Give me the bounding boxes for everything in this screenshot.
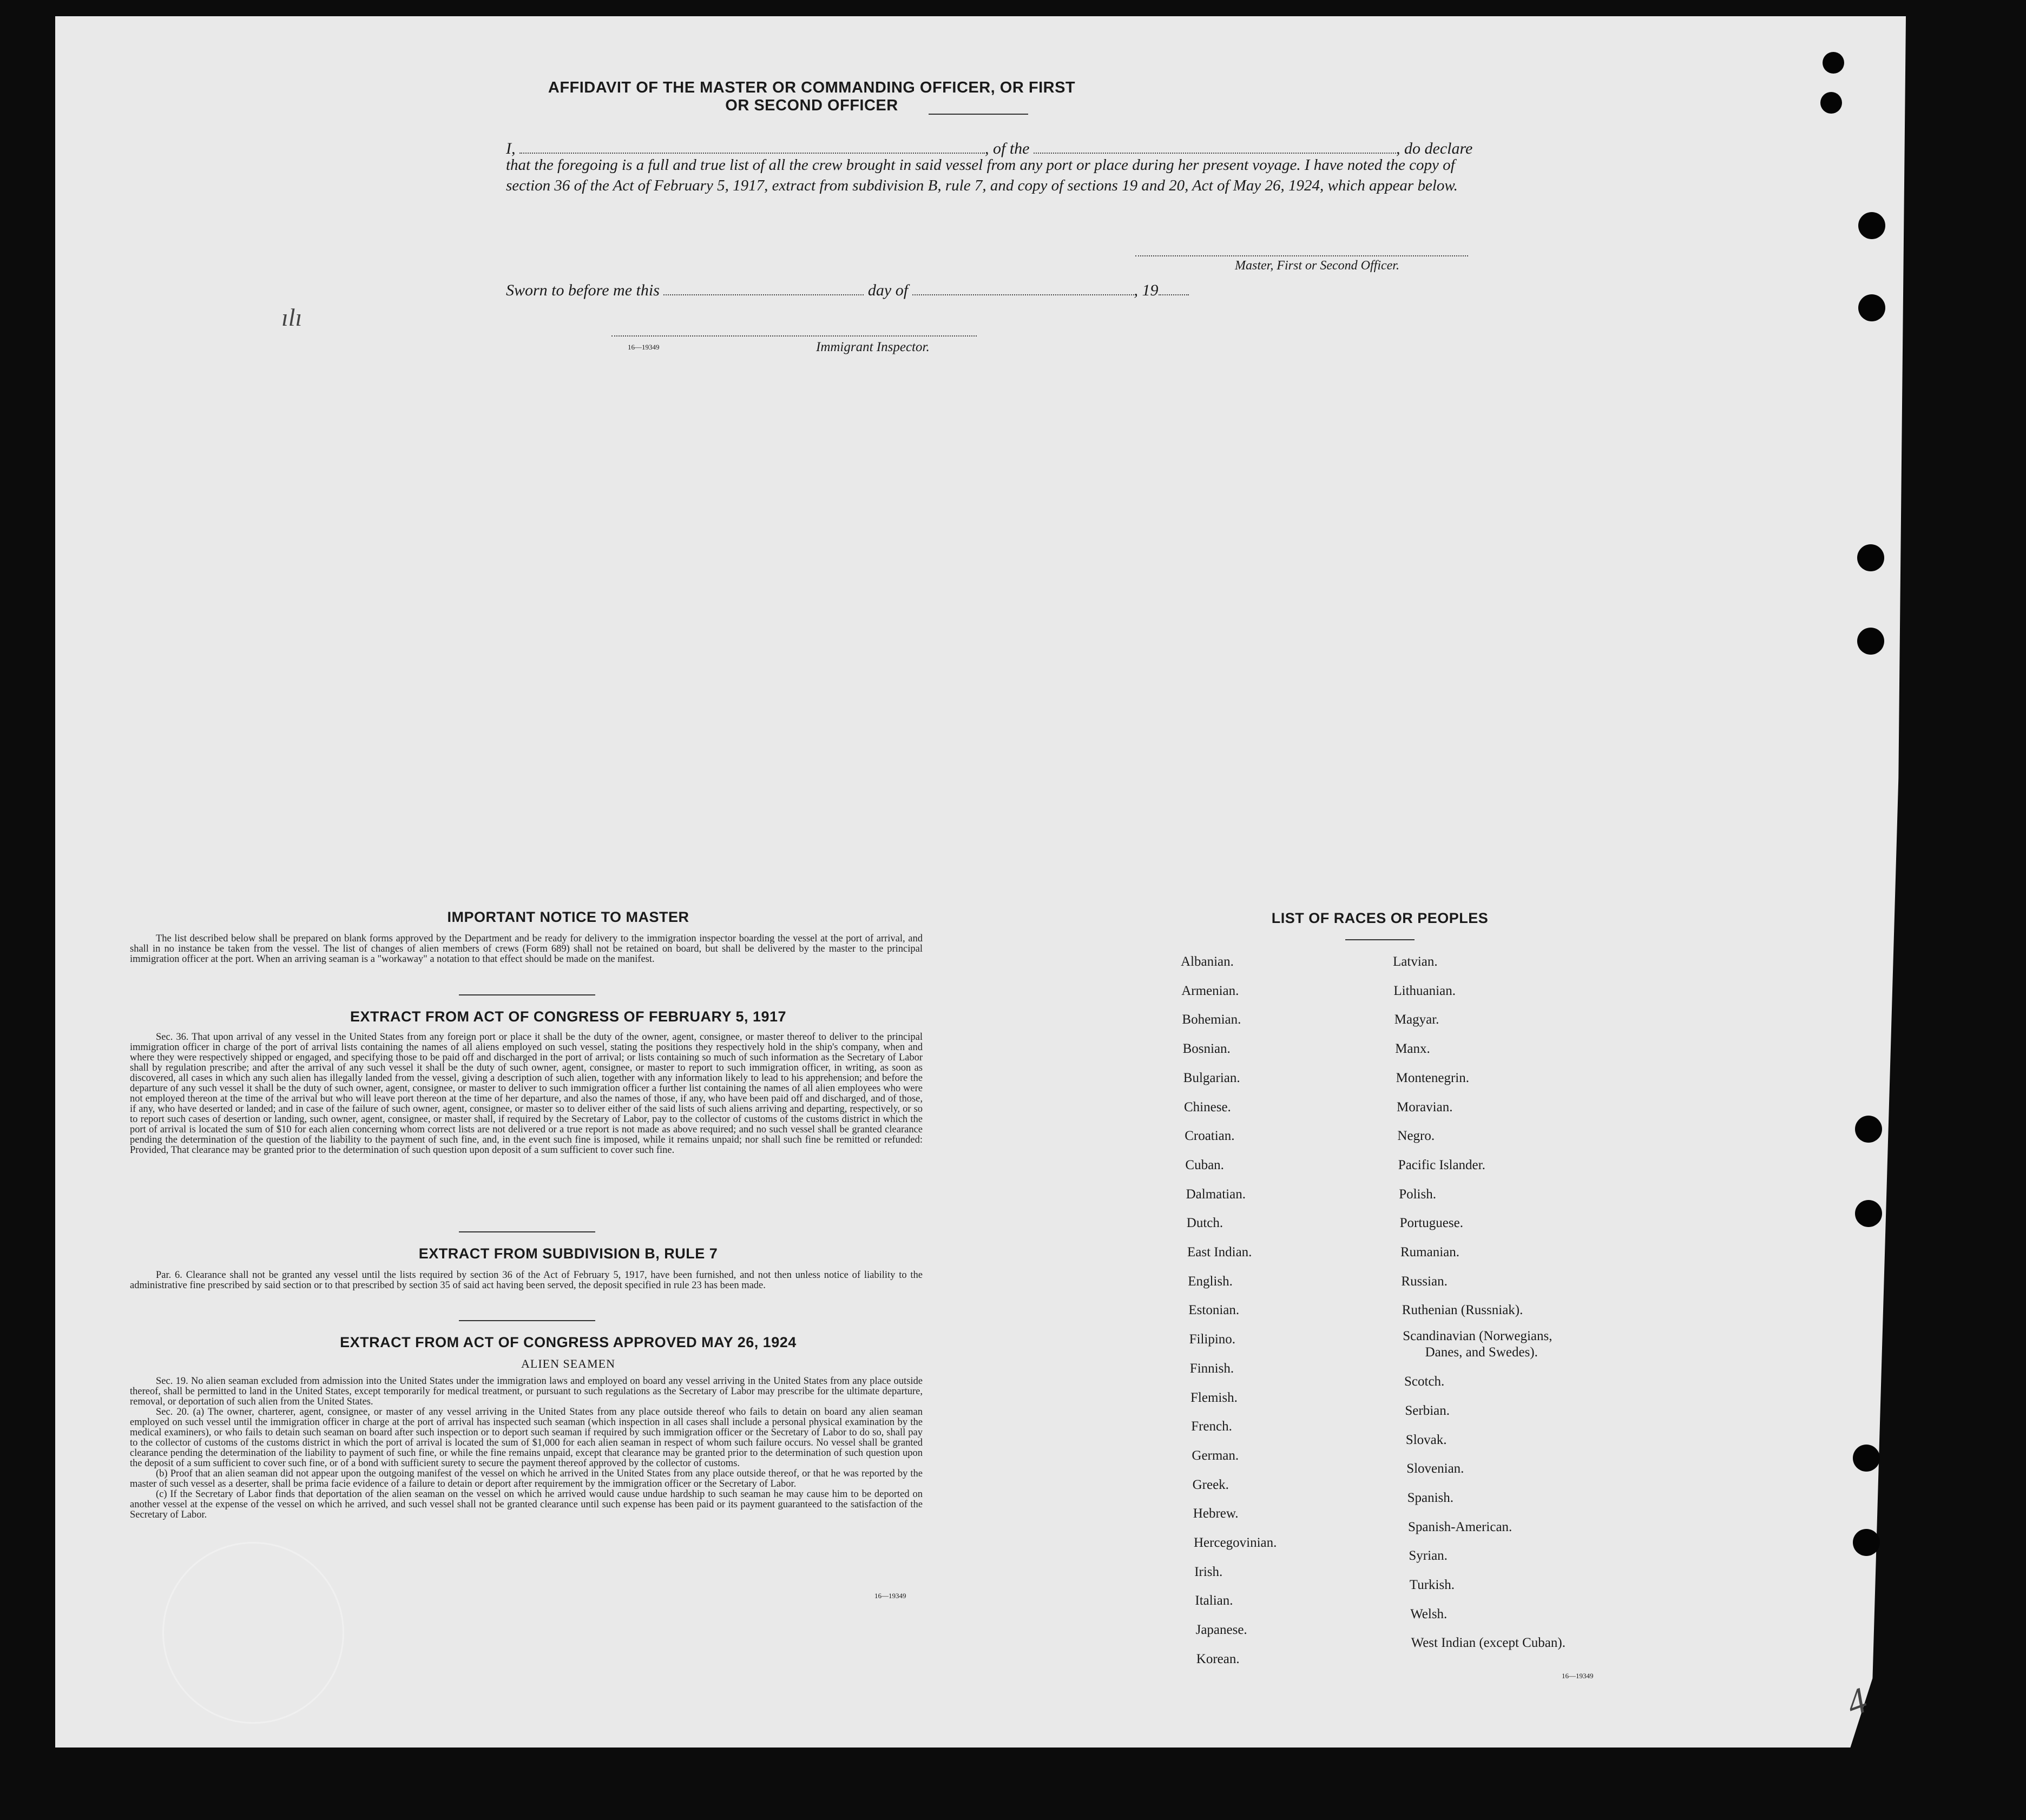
- race-item: Moravian.: [1397, 1099, 1453, 1115]
- race-item: Lithuanian.: [1393, 983, 1456, 998]
- race-item: Flemish.: [1190, 1390, 1238, 1405]
- extract-1924-title: EXTRACT FROM ACT OF CONGRESS APPROVED MAY 26, 1924: [340, 1334, 797, 1350]
- race-item: Cuban.: [1185, 1157, 1224, 1172]
- declarant-prefix: I,: [506, 140, 516, 157]
- race-item: West Indian (except Cuban).: [1411, 1636, 1565, 1651]
- race-item: Dutch.: [1186, 1216, 1224, 1231]
- race-item: Slovak.: [1405, 1432, 1447, 1447]
- race-item: Welsh.: [1410, 1606, 1448, 1621]
- notice-text: [130, 934, 923, 965]
- race-item: East Indian.: [1187, 1245, 1252, 1260]
- form-number: 16—19349: [874, 1592, 906, 1600]
- binder-hole: [1853, 1445, 1880, 1472]
- form-number: 16—19349: [628, 343, 660, 351]
- race-item: Spanish-American.: [1408, 1519, 1512, 1534]
- race-item: Irish.: [1194, 1564, 1223, 1579]
- sworn-line: [506, 281, 1189, 300]
- sec19-paragraph: Sec. 19. No alien seaman excluded from admission into the United States under the immigration laws and employed on board any vessel arriving in the United States from any place outside thereof, shall be permitted to land in the United States, except temporarily for medical treatment, or pursuant to such regulations as the Secretary of Labor may prescribe for the ultimate departure, removal, or deportation of such alien from the United States.: [130, 1376, 923, 1407]
- embossed-seal: [162, 1542, 344, 1724]
- sec20b-paragraph: (b) Proof that an alien seaman did not appear upon the outgoing manifest of the vessel on which he arrived in the United States from any place outside thereof, or that he was reported by the master of such vessel as a deserter, shall be prima facie evidence of a failure to detain or deport after requirement by the immigration officer or the Secretary of Labor.: [130, 1468, 923, 1489]
- day-of-label: day of: [867, 281, 909, 299]
- extract-1917-text: [130, 1032, 923, 1156]
- races-title: LIST OF RACES OR PEOPLES: [1271, 910, 1489, 926]
- race-item: Italian.: [1195, 1593, 1233, 1608]
- extract-rule7-text: [130, 1270, 923, 1291]
- race-item: Estonian.: [1188, 1303, 1240, 1318]
- race-item: Scotch.: [1404, 1374, 1445, 1389]
- race-item: French.: [1191, 1419, 1232, 1434]
- race-item: English.: [1188, 1274, 1233, 1289]
- vessel-name-field[interactable]: [1034, 153, 1396, 154]
- inspector-label: Immigrant Inspector.: [816, 340, 930, 354]
- race-item: Montenegrin.: [1396, 1070, 1469, 1085]
- race-item: Ruthenian (Russniak).: [1402, 1303, 1523, 1318]
- race-item: Korean.: [1196, 1651, 1240, 1666]
- race-item: Manx.: [1395, 1041, 1430, 1057]
- binder-hole: [1858, 212, 1885, 239]
- binder-hole: [1853, 1529, 1880, 1556]
- sworn-day-field[interactable]: [663, 294, 864, 295]
- declaration-body: that the foregoing is a full and true list of all the crew brought in said vessel from any port or place during her present voyage. I have noted the copy of section 36 of the Act of February 5, 1917, extract from subdivision B, rule 7, and copy of sections 19 and 20, Act of May 26, 1924, which appear below.: [506, 156, 1458, 194]
- race-item: Portuguese.: [1399, 1216, 1463, 1231]
- inspector-signature-line[interactable]: [611, 335, 977, 337]
- notice-paragraph: The list described below shall be prepared on blank forms approved by the Department and be ready for delivery to the immigration inspector boarding the vessel at the port of arrival, and shall in no instance be taken from the vessel. The list of changes of alien members of crews (Form 689) shall not be retained on board, but shall be delivered by the master to the principal immigration officer at the port. When an arriving seaman is a "workaway" a notation to that effect should be made on the manifest.: [130, 933, 923, 965]
- sworn-year-field[interactable]: [1159, 294, 1189, 295]
- race-item: Danes, and Swedes).: [1425, 1345, 1538, 1360]
- declare-label: , do declare: [1396, 140, 1473, 157]
- of-the-label: , of the: [985, 140, 1030, 157]
- handwritten-mark: ılı: [281, 304, 302, 331]
- race-item: Russian.: [1401, 1274, 1448, 1289]
- race-item: Slovenian.: [1406, 1461, 1464, 1476]
- race-item: Hebrew.: [1193, 1506, 1239, 1521]
- race-item: Negro.: [1397, 1129, 1435, 1144]
- race-item: Polish.: [1399, 1186, 1436, 1202]
- notice-title: IMPORTANT NOTICE TO MASTER: [447, 909, 689, 925]
- declarant-name-field[interactable]: [519, 153, 985, 154]
- race-item: Armenian.: [1181, 983, 1239, 998]
- race-item: Greek.: [1192, 1477, 1229, 1492]
- affidavit-title: AFFIDAVIT OF THE MASTER OR COMMANDING OFFICER, OR FIRST OR SECOND OFFICER: [548, 79, 1076, 114]
- sec20c-paragraph: (c) If the Secretary of Labor finds that deportation of the alien seaman on the vessel on which he arrived would cause undue hardship to such seaman he may cause him to be deported on another vessel at the expense of the vessel on which he arrived, and such vessel shall not be granted clearance until such expense has been paid or its payment guaranteed to the satisfaction of the Secretary of Labor.: [130, 1489, 923, 1520]
- sec20a-paragraph: Sec. 20. (a) The owner, charterer, agent, consignee, or master of any vessel arriving in the United States from any place outside thereof who fails to detain on board any alien seaman employed on such vessel until the immigration officer in charge at the port of arrival has inspected such seaman (which inspection in all cases shall include a personal physical examination by the medical examiners), or who fails to detain such seaman on board after such inspection or to deport such seaman if required by such immigration officer or the Secretary of Labor to do so, shall pay to the collector of customs of the customs district in which the port of arrival is located the sum of $1,000 for each alien seaman in respect of whom such failure occurs. No vessel shall be granted clearance pending the determination of the liability to payment of such fine, or while the fine remains unpaid, except that clearance may be granted prior to the determination of such question upon the deposit of a sum sufficient to cover such fine, or of a bond with sufficient surety to secure the payment thereof approved by the collector of customs.: [130, 1407, 923, 1469]
- race-item: Spanish.: [1407, 1490, 1454, 1505]
- race-item: Albanian.: [1181, 954, 1234, 969]
- race-item: Croatian.: [1185, 1129, 1235, 1144]
- extract-1924-text: [130, 1376, 923, 1520]
- alien-seamen-subtitle: ALIEN SEAMEN: [521, 1357, 615, 1370]
- sworn-month-field[interactable]: [912, 294, 1134, 295]
- binder-hole: [1855, 1116, 1882, 1143]
- race-item: Serbian.: [1405, 1403, 1450, 1418]
- title-rule: [929, 114, 1028, 115]
- race-item: Filipino.: [1189, 1332, 1236, 1347]
- section-rule: [459, 1231, 595, 1232]
- race-item: Latvian.: [1393, 954, 1438, 969]
- race-item: Dalmatian.: [1186, 1186, 1246, 1202]
- race-item: Rumanian.: [1400, 1245, 1460, 1260]
- section-rule: [459, 994, 595, 995]
- officer-label: Master, First or Second Officer.: [1235, 259, 1399, 273]
- race-item: Magyar.: [1394, 1012, 1439, 1027]
- race-item: Hercegovinian.: [1194, 1535, 1277, 1550]
- binder-hole: [1858, 294, 1885, 321]
- race-item: Finnish.: [1189, 1361, 1234, 1376]
- binder-hole: [1820, 92, 1842, 114]
- binder-hole: [1855, 1200, 1882, 1227]
- race-item: Bulgarian.: [1183, 1070, 1240, 1085]
- binder-hole: [1857, 544, 1884, 571]
- race-item: Turkish.: [1409, 1578, 1455, 1592]
- extract-rule7-title: EXTRACT FROM SUBDIVISION B, RULE 7: [418, 1245, 718, 1262]
- binder-hole: [1823, 52, 1844, 74]
- race-item: Pacific Islander.: [1398, 1157, 1485, 1172]
- binder-hole: [1857, 628, 1884, 655]
- race-item: Bosnian.: [1182, 1041, 1231, 1057]
- race-item: German.: [1192, 1448, 1239, 1463]
- form-number: 16—19349: [1562, 1672, 1594, 1680]
- race-item: Japanese.: [1195, 1623, 1247, 1638]
- race-item: Chinese.: [1184, 1099, 1231, 1115]
- sworn-prefix: Sworn to before me this: [506, 281, 660, 299]
- year-prefix: , 19: [1134, 281, 1159, 299]
- section-36-paragraph: Sec. 36. That upon arrival of any vessel in the United States from any foreign port or place it shall be the duty of the owner, agent, consignee, or master thereof to deliver to the principal immigration officer in charge of the port of arrival lists containing the names of all aliens employed on such vessel, stating the positions they respectively hold in the ship's company, when and where they were respectively shipped or engaged, and specifying those to be paid off and discharged in the port of arrival; or lists containing so much of such information as the Secretary of Labor shall by regulation prescribe; and after the arrival of any such vessel it shall be the duty of such owner, agent, consignee, or master to report to such immigration officer, in writing, as soon as discovered, all cases in which any such alien has illegally landed from the vessel, giving a description of such alien, together with any information likely to lead to his apprehension; and before the departure of any such vessel it shall be the duty of such owner, agent, consignee, or master to deliver to such immigration officer a further list containing the names of all alien employees who were not employed thereon at the time of the arrival but who will leave port thereon at the time of her departure, and also the names of those, if any, who have been paid off and discharged, and of those, if any, who have deserted or landed; and in case of the failure of such owner, agent, consignee, or master so to deliver either of the said lists of such aliens arriving and departing, respectively, or so to report such cases of desertion or landing, such owner, agent, consignee, or master shall, if required by the Secretary of Labor, pay to the collector of customs of the customs district in which the port of arrival is located the sum of $10 for each alien concerning whom correct lists are not delivered or a true report is not made as above required; and no such vessel shall be granted clearance pending the determination of the question of the liability to the payment of such fine, and, in the event such fine is imposed, while it remains unpaid; nor shall such fine be remitted or refunded: Provided, That clearance may be granted prior to the determination of such question upon deposit of a sum sufficient to cover such fine.: [130, 1032, 923, 1156]
- race-item: Scandinavian (Norwegians,: [1403, 1329, 1553, 1344]
- extract-1917-title: EXTRACT FROM ACT OF CONGRESS OF FEBRUARY 5, 1917: [350, 1008, 787, 1025]
- section-rule: [459, 1320, 595, 1321]
- handwritten-mark: 4: [1840, 1679, 1872, 1724]
- race-item: Bohemian.: [1182, 1012, 1241, 1027]
- races-title-rule: [1345, 939, 1415, 940]
- rule7-paragraph: Par. 6. Clearance shall not be granted any vessel until the lists required by section 36 of the Act of February 5, 1917, have been furnished, and not then unless notice of liability to the administrative fine prescribed by said section or to that prescribed by section 35 of said act having been served, the deposit specified in rule 23 has been made.: [130, 1270, 923, 1291]
- race-item: Syrian.: [1409, 1548, 1448, 1564]
- officer-signature-line[interactable]: [1135, 255, 1468, 256]
